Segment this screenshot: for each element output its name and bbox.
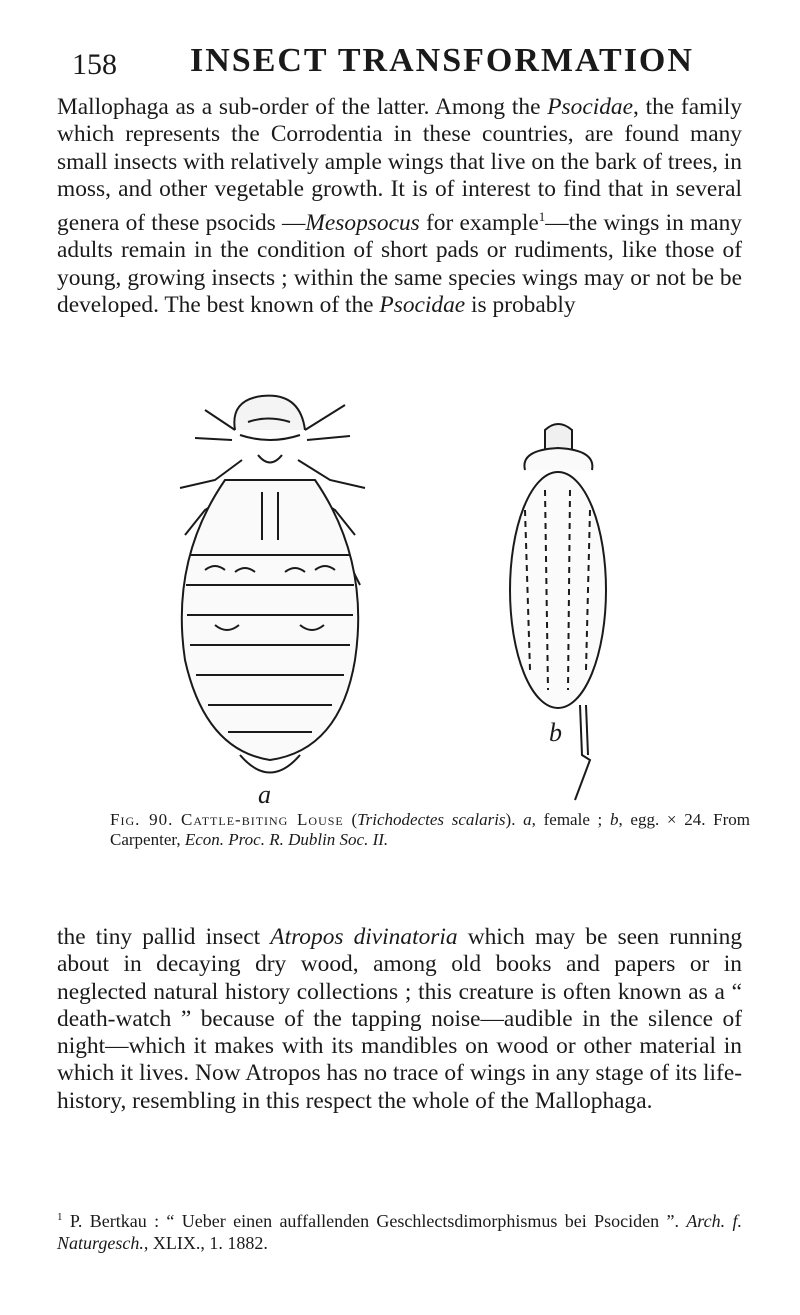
body-paragraph-2 (57, 924, 742, 1115)
louse-female-drawing (180, 396, 365, 773)
text-run: , female ; (531, 810, 610, 829)
footnote-reference[interactable]: 1 (538, 209, 546, 225)
running-head: INSECT TRANSFORMATION (190, 42, 694, 79)
text-run: is probably (465, 291, 576, 318)
italic-term: Atropos divinatoria (270, 924, 458, 950)
page-number: 158 (72, 48, 117, 81)
text-run: . (511, 810, 524, 829)
louse-illustration (0, 360, 800, 840)
figure-label-b: b (549, 718, 562, 747)
italic-term: Mesopsocus (305, 209, 420, 236)
text-run: , egg. × 24. From Carpenter, (110, 810, 750, 849)
text-run: , the family which represents the Corrodentia in these countries, are found many small insects with relatively ample wings that live on the bark of trees, in moss, and other vegetable growth. It is of interest to find that in several genera of these psocids — (57, 94, 742, 236)
italic-term: Psocidae (547, 94, 633, 120)
figure-label-a: a (258, 780, 271, 809)
figure-caption: Fig. 90. Cattle-biting Louse (Trichodectes scalaris). a, female ; b, egg. × 24. From Carpenter, Econ. Proc. R. Dublin Soc. II. (110, 810, 750, 849)
page-header (72, 42, 742, 82)
figure-90 (0, 360, 800, 840)
text-run: Mallophaga as a sub-order of the latter. Among the (57, 94, 548, 120)
italic-term: Psocidae (379, 291, 466, 318)
text-run: for example (419, 209, 539, 236)
caption-species: Trichodectes scalaris (357, 810, 506, 829)
caption-label-a: a (523, 810, 532, 829)
caption-label-b: b (609, 810, 619, 829)
text-run: which may be seen running about in decaying dry wood, among old books and papers or in neglected natural history collections ; this creature is often known as a “ death-watch ” because of the tapping noise—audible in the silence of night—which it makes with its mandibles on wood or other material in which it lives. Now Atropos has no trace of wings in any stage of its life-history, resembling in this respect the whole of the Mallophaga. (57, 924, 743, 1114)
caption-title: Cattle-biting Louse (181, 810, 344, 829)
body-paragraph-1 (57, 94, 742, 319)
caption-figure-number: Fig. 90. (110, 810, 174, 829)
footnote-journal: Arch. f. Naturgesch. (57, 1211, 742, 1253)
footnote-mark: 1 (57, 1211, 63, 1223)
footnote (57, 1206, 742, 1254)
text-run: P. Bertkau : “ Ueber einen auffallenden Geschlectsdimorphismus bei Psociden ”. (62, 1211, 687, 1231)
caption-journal: Econ. Proc. R. Dublin Soc. II. (184, 830, 389, 849)
text-run: the tiny pallid insect (57, 924, 271, 950)
text-run: —the wings in many adults remain in the condition of short pads or rudiments, like those of young, growing insects ; within the same species wings may or not be be developed. The best known of the (57, 209, 743, 318)
text-run: , XLIX., 1. 1882. (143, 1233, 268, 1253)
